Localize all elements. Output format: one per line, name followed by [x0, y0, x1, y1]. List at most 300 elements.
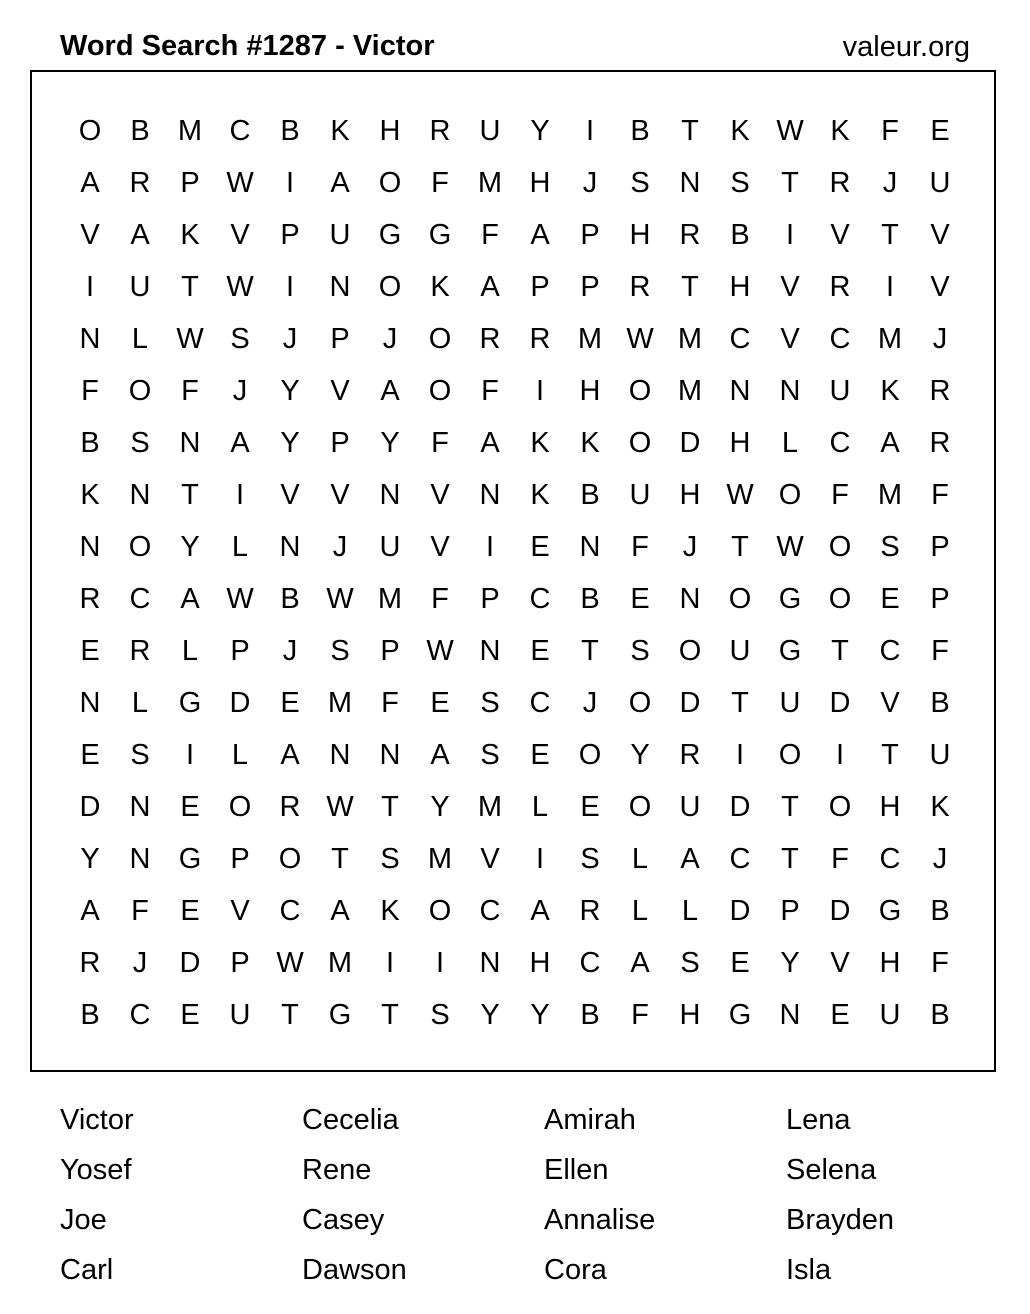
grid-letter: A [330, 894, 350, 927]
grid-letter: J [282, 322, 298, 355]
grid-letter: E [580, 790, 600, 823]
grid-letter: D [679, 686, 701, 719]
grid-letter: R [579, 894, 601, 927]
grid-letter: S [880, 530, 900, 563]
grid-letter: O [378, 166, 402, 199]
grid-letter: M [427, 842, 453, 875]
grid-letter: J [332, 530, 348, 563]
grid-letter: G [178, 842, 202, 875]
word-list [60, 1098, 1030, 1298]
grid-letter: J [682, 530, 698, 563]
grid-letter: O [578, 738, 602, 771]
grid-letter: K [330, 114, 350, 147]
grid-letter: J [232, 374, 248, 407]
grid-letter: W [276, 946, 304, 979]
grid-letter: D [79, 790, 101, 823]
grid-letter: P [330, 322, 350, 355]
grid-letter: E [730, 946, 750, 979]
grid-letter: U [229, 998, 251, 1031]
grid-letter: U [479, 114, 501, 147]
grid-letter: G [778, 634, 802, 667]
grid-letter: L [631, 842, 649, 875]
grid-letter: O [628, 686, 652, 719]
grid-letter: T [881, 218, 899, 251]
grid-letter: P [280, 218, 300, 251]
grid-letter: F [831, 842, 849, 875]
grid-letter: Y [530, 114, 550, 147]
grid-letter: F [431, 166, 449, 199]
grid-letter: B [930, 998, 950, 1031]
grid-letter: V [430, 478, 450, 511]
grid-letter: O [628, 374, 652, 407]
grid-letter: O [128, 374, 152, 407]
grid-letter: W [176, 322, 204, 355]
grid-letter: O [378, 270, 402, 303]
grid-letter: R [679, 738, 701, 771]
grid-letter: S [480, 738, 500, 771]
grid-letter: W [226, 270, 254, 303]
grid-letter: T [581, 634, 599, 667]
grid-letter: C [479, 894, 501, 927]
grid-letter: S [230, 322, 250, 355]
grid-letter: M [327, 946, 353, 979]
grid-letter: J [932, 322, 948, 355]
grid-letter: Y [430, 790, 450, 823]
grid-letter: B [130, 114, 150, 147]
letter-grid [65, 105, 965, 1041]
grid-letter: F [931, 634, 949, 667]
grid-letter: H [629, 218, 651, 251]
grid-letter: Y [530, 998, 550, 1031]
word-list-item: Amirah [544, 1104, 636, 1136]
grid-letter: H [579, 374, 601, 407]
grid-letter: M [677, 374, 703, 407]
grid-letter: T [181, 478, 199, 511]
grid-letter: V [880, 686, 900, 719]
grid-letter: I [885, 270, 895, 303]
grid-letter: N [579, 530, 601, 563]
grid-letter: L [231, 738, 249, 771]
grid-letter: R [479, 322, 501, 355]
grid-letter: D [829, 686, 851, 719]
grid-letter: T [731, 686, 749, 719]
grid-letter: J [882, 166, 898, 199]
grid-letter: V [830, 946, 850, 979]
grid-letter: S [380, 842, 400, 875]
grid-letter: H [679, 998, 701, 1031]
grid-letter: W [626, 322, 654, 355]
grid-letter: I [185, 738, 195, 771]
grid-letter: N [479, 478, 501, 511]
grid-letter: K [580, 426, 600, 459]
grid-letter: A [630, 946, 650, 979]
grid-letter: E [930, 114, 950, 147]
grid-letter: C [129, 998, 151, 1031]
word-list-item: Joe [60, 1204, 107, 1236]
grid-letter: V [930, 218, 950, 251]
grid-letter: A [130, 218, 150, 251]
grid-letter: K [830, 114, 850, 147]
grid-letter: V [930, 270, 950, 303]
grid-letter: A [880, 426, 900, 459]
grid-letter: S [330, 634, 350, 667]
grid-letter: H [529, 166, 551, 199]
grid-letter: W [776, 530, 804, 563]
word-list-item: Lena [786, 1104, 851, 1136]
grid-letter: K [730, 114, 750, 147]
grid-letter: G [428, 218, 452, 251]
grid-letter: M [327, 686, 353, 719]
grid-letter: E [830, 998, 850, 1031]
grid-letter: K [430, 270, 450, 303]
grid-letter: K [930, 790, 950, 823]
grid-letter: R [129, 166, 151, 199]
grid-letter: E [180, 894, 200, 927]
grid-letter: O [278, 842, 302, 875]
grid-letter: B [80, 998, 100, 1031]
grid-letter: U [879, 998, 901, 1031]
grid-letter: N [479, 634, 501, 667]
grid-letter: F [631, 530, 649, 563]
grid-letter: U [129, 270, 151, 303]
grid-letter: O [728, 582, 752, 615]
grid-letter: A [80, 894, 100, 927]
grid-letter: O [828, 530, 852, 563]
grid-letter: Y [280, 426, 300, 459]
grid-letter: O [778, 738, 802, 771]
grid-letter: E [530, 738, 550, 771]
grid-letter: P [480, 582, 500, 615]
grid-letter: E [880, 582, 900, 615]
grid-letter: O [628, 426, 652, 459]
grid-letter: D [679, 426, 701, 459]
grid-letter: U [629, 478, 651, 511]
grid-letter: T [731, 530, 749, 563]
grid-letter: V [430, 530, 450, 563]
grid-letter: E [180, 998, 200, 1031]
grid-letter: L [131, 322, 149, 355]
grid-letter: T [881, 738, 899, 771]
grid-letter: O [78, 114, 102, 147]
grid-letter: W [776, 114, 804, 147]
grid-letter: K [180, 218, 200, 251]
grid-letter: U [779, 686, 801, 719]
grid-letter: S [730, 166, 750, 199]
grid-letter: O [778, 478, 802, 511]
grid-letter: O [828, 790, 852, 823]
grid-letter: T [781, 166, 799, 199]
grid-letter: N [329, 270, 351, 303]
grid-letter: C [879, 842, 901, 875]
grid-letter: A [680, 842, 700, 875]
grid-letter: R [529, 322, 551, 355]
grid-letter: B [80, 426, 100, 459]
grid-letter: P [330, 426, 350, 459]
grid-letter: W [726, 478, 754, 511]
grid-letter: Y [630, 738, 650, 771]
word-list-item: Carl [60, 1254, 114, 1286]
grid-letter: W [226, 582, 254, 615]
grid-letter: N [779, 374, 801, 407]
grid-letter: S [630, 166, 650, 199]
grid-letter: D [729, 894, 751, 927]
grid-letter: F [881, 114, 899, 147]
grid-letter: B [580, 998, 600, 1031]
grid-letter: P [930, 530, 950, 563]
grid-letter: L [781, 426, 799, 459]
grid-letter: F [131, 894, 149, 927]
grid-letter: N [379, 738, 401, 771]
grid-letter: C [829, 322, 851, 355]
grid-letter: R [829, 166, 851, 199]
grid-letter: F [631, 998, 649, 1031]
grid-letter: T [381, 998, 399, 1031]
grid-letter: O [428, 894, 452, 927]
word-list-item: Dawson [302, 1254, 407, 1286]
grid-letter: C [529, 686, 551, 719]
grid-letter: B [930, 686, 950, 719]
grid-letter: Y [380, 426, 400, 459]
grid-letter: O [128, 530, 152, 563]
grid-letter: R [129, 634, 151, 667]
grid-letter: P [580, 270, 600, 303]
grid-letter: V [330, 478, 350, 511]
grid-letter: C [229, 114, 251, 147]
grid-letter: N [679, 582, 701, 615]
word-list-item: Brayden [786, 1204, 895, 1236]
grid-letter: A [530, 218, 550, 251]
grid-letter: H [729, 270, 751, 303]
grid-letter: A [330, 166, 350, 199]
grid-letter: I [385, 946, 395, 979]
word-list-item: Ellen [544, 1154, 609, 1186]
grid-letter: T [331, 842, 349, 875]
grid-letter: O [828, 582, 852, 615]
grid-letter: M [377, 582, 403, 615]
grid-letter: K [880, 374, 900, 407]
grid-letter: F [431, 582, 449, 615]
grid-letter: F [481, 218, 499, 251]
grid-letter: V [830, 218, 850, 251]
grid-letter: S [630, 634, 650, 667]
grid-letter: Y [180, 530, 200, 563]
grid-letter: I [85, 270, 95, 303]
grid-letter: O [228, 790, 252, 823]
grid-letter: A [480, 426, 500, 459]
grid-letter: N [129, 842, 151, 875]
grid-letter: R [429, 114, 451, 147]
grid-letter: D [729, 790, 751, 823]
grid-letter: P [380, 634, 400, 667]
grid-letter: T [781, 842, 799, 875]
grid-letter: A [380, 374, 400, 407]
word-list-item: Cora [544, 1254, 607, 1286]
grid-letter: V [330, 374, 350, 407]
grid-letter: W [426, 634, 454, 667]
grid-letter: F [481, 374, 499, 407]
grid-letter: E [630, 582, 650, 615]
grid-letter: L [131, 686, 149, 719]
grid-letter: N [329, 738, 351, 771]
grid-letter: C [129, 582, 151, 615]
grid-letter: F [431, 426, 449, 459]
grid-letter: U [929, 738, 951, 771]
grid-letter: N [479, 946, 501, 979]
grid-letter: T [781, 790, 799, 823]
grid-letter: C [879, 634, 901, 667]
grid-letter: A [230, 426, 250, 459]
grid-letter: V [780, 322, 800, 355]
grid-letter: N [679, 166, 701, 199]
grid-letter: N [179, 426, 201, 459]
grid-letter: I [235, 478, 245, 511]
grid-letter: B [730, 218, 750, 251]
grid-letter: R [829, 270, 851, 303]
grid-letter: O [628, 790, 652, 823]
grid-letter: P [930, 582, 950, 615]
puzzle-title: Word Search #1287 - Victor [60, 30, 435, 62]
grid-letter: B [280, 582, 300, 615]
grid-letter: B [630, 114, 650, 147]
grid-letter: F [931, 946, 949, 979]
grid-letter: P [580, 218, 600, 251]
grid-letter: I [585, 114, 595, 147]
word-list-item: Annalise [544, 1204, 656, 1236]
grid-letter: O [428, 322, 452, 355]
grid-letter: E [80, 634, 100, 667]
grid-letter: M [877, 478, 903, 511]
grid-letter: Y [480, 998, 500, 1031]
grid-letter: A [180, 582, 200, 615]
grid-letter: E [530, 530, 550, 563]
grid-letter: P [780, 894, 800, 927]
site-name: valeur.org [842, 31, 970, 63]
grid-letter: R [79, 582, 101, 615]
grid-letter: C [529, 582, 551, 615]
grid-letter: P [530, 270, 550, 303]
grid-letter: V [80, 218, 100, 251]
puzzle-board [30, 70, 996, 1072]
grid-letter: N [279, 530, 301, 563]
grid-letter: J [582, 686, 598, 719]
grid-letter: J [582, 166, 598, 199]
grid-letter: J [382, 322, 398, 355]
grid-letter: H [679, 478, 701, 511]
grid-letter: M [477, 166, 503, 199]
grid-letter: R [679, 218, 701, 251]
grid-letter: T [181, 270, 199, 303]
grid-letter: A [530, 894, 550, 927]
grid-letter: O [428, 374, 452, 407]
grid-letter: U [379, 530, 401, 563]
grid-letter: N [129, 790, 151, 823]
grid-letter: J [282, 634, 298, 667]
grid-letter: A [80, 166, 100, 199]
grid-letter: R [629, 270, 651, 303]
grid-letter: D [229, 686, 251, 719]
word-list-item: Isla [786, 1254, 832, 1286]
grid-letter: U [929, 166, 951, 199]
grid-letter: R [929, 426, 951, 459]
grid-letter: I [535, 374, 545, 407]
grid-letter: L [531, 790, 549, 823]
grid-letter: A [280, 738, 300, 771]
grid-letter: E [280, 686, 300, 719]
grid-letter: S [130, 426, 150, 459]
grid-letter: K [530, 478, 550, 511]
grid-letter: I [535, 842, 545, 875]
grid-letter: Y [280, 374, 300, 407]
grid-letter: H [879, 790, 901, 823]
grid-letter: T [681, 270, 699, 303]
grid-letter: C [729, 322, 751, 355]
grid-letter: K [530, 426, 550, 459]
word-list-item: Casey [302, 1204, 385, 1236]
grid-letter: F [381, 686, 399, 719]
grid-letter: G [328, 998, 352, 1031]
grid-letter: S [480, 686, 500, 719]
grid-letter: G [728, 998, 752, 1031]
grid-letter: N [779, 998, 801, 1031]
grid-letter: E [80, 738, 100, 771]
grid-letter: D [179, 946, 201, 979]
grid-letter: G [778, 582, 802, 615]
grid-letter: B [580, 582, 600, 615]
grid-letter: I [485, 530, 495, 563]
grid-letter: Y [780, 946, 800, 979]
grid-letter: F [81, 374, 99, 407]
grid-letter: K [80, 478, 100, 511]
grid-letter: F [931, 478, 949, 511]
grid-letter: N [129, 478, 151, 511]
word-list-item: Rene [302, 1154, 372, 1186]
grid-letter: L [681, 894, 699, 927]
grid-letter: S [580, 842, 600, 875]
grid-letter: K [380, 894, 400, 927]
grid-letter: B [280, 114, 300, 147]
grid-letter: H [529, 946, 551, 979]
grid-letter: N [79, 322, 101, 355]
grid-letter: H [379, 114, 401, 147]
grid-letter: S [680, 946, 700, 979]
grid-letter: R [929, 374, 951, 407]
grid-letter: V [230, 218, 250, 251]
grid-letter: E [430, 686, 450, 719]
grid-letter: G [378, 218, 402, 251]
grid-letter: V [230, 894, 250, 927]
word-list-item: Selena [786, 1154, 877, 1186]
grid-letter: M [177, 114, 203, 147]
grid-letter: I [285, 270, 295, 303]
grid-letter: W [326, 582, 354, 615]
grid-letter: I [285, 166, 295, 199]
grid-letter: N [79, 530, 101, 563]
grid-letter: C [279, 894, 301, 927]
grid-letter: W [226, 166, 254, 199]
grid-letter: N [729, 374, 751, 407]
grid-letter: M [577, 322, 603, 355]
grid-letter: M [477, 790, 503, 823]
grid-letter: I [835, 738, 845, 771]
grid-letter: P [230, 842, 250, 875]
grid-letter: U [729, 634, 751, 667]
grid-letter: S [430, 998, 450, 1031]
grid-letter: E [180, 790, 200, 823]
grid-letter: A [480, 270, 500, 303]
grid-letter: M [877, 322, 903, 355]
grid-letter: L [231, 530, 249, 563]
grid-letter: M [677, 322, 703, 355]
